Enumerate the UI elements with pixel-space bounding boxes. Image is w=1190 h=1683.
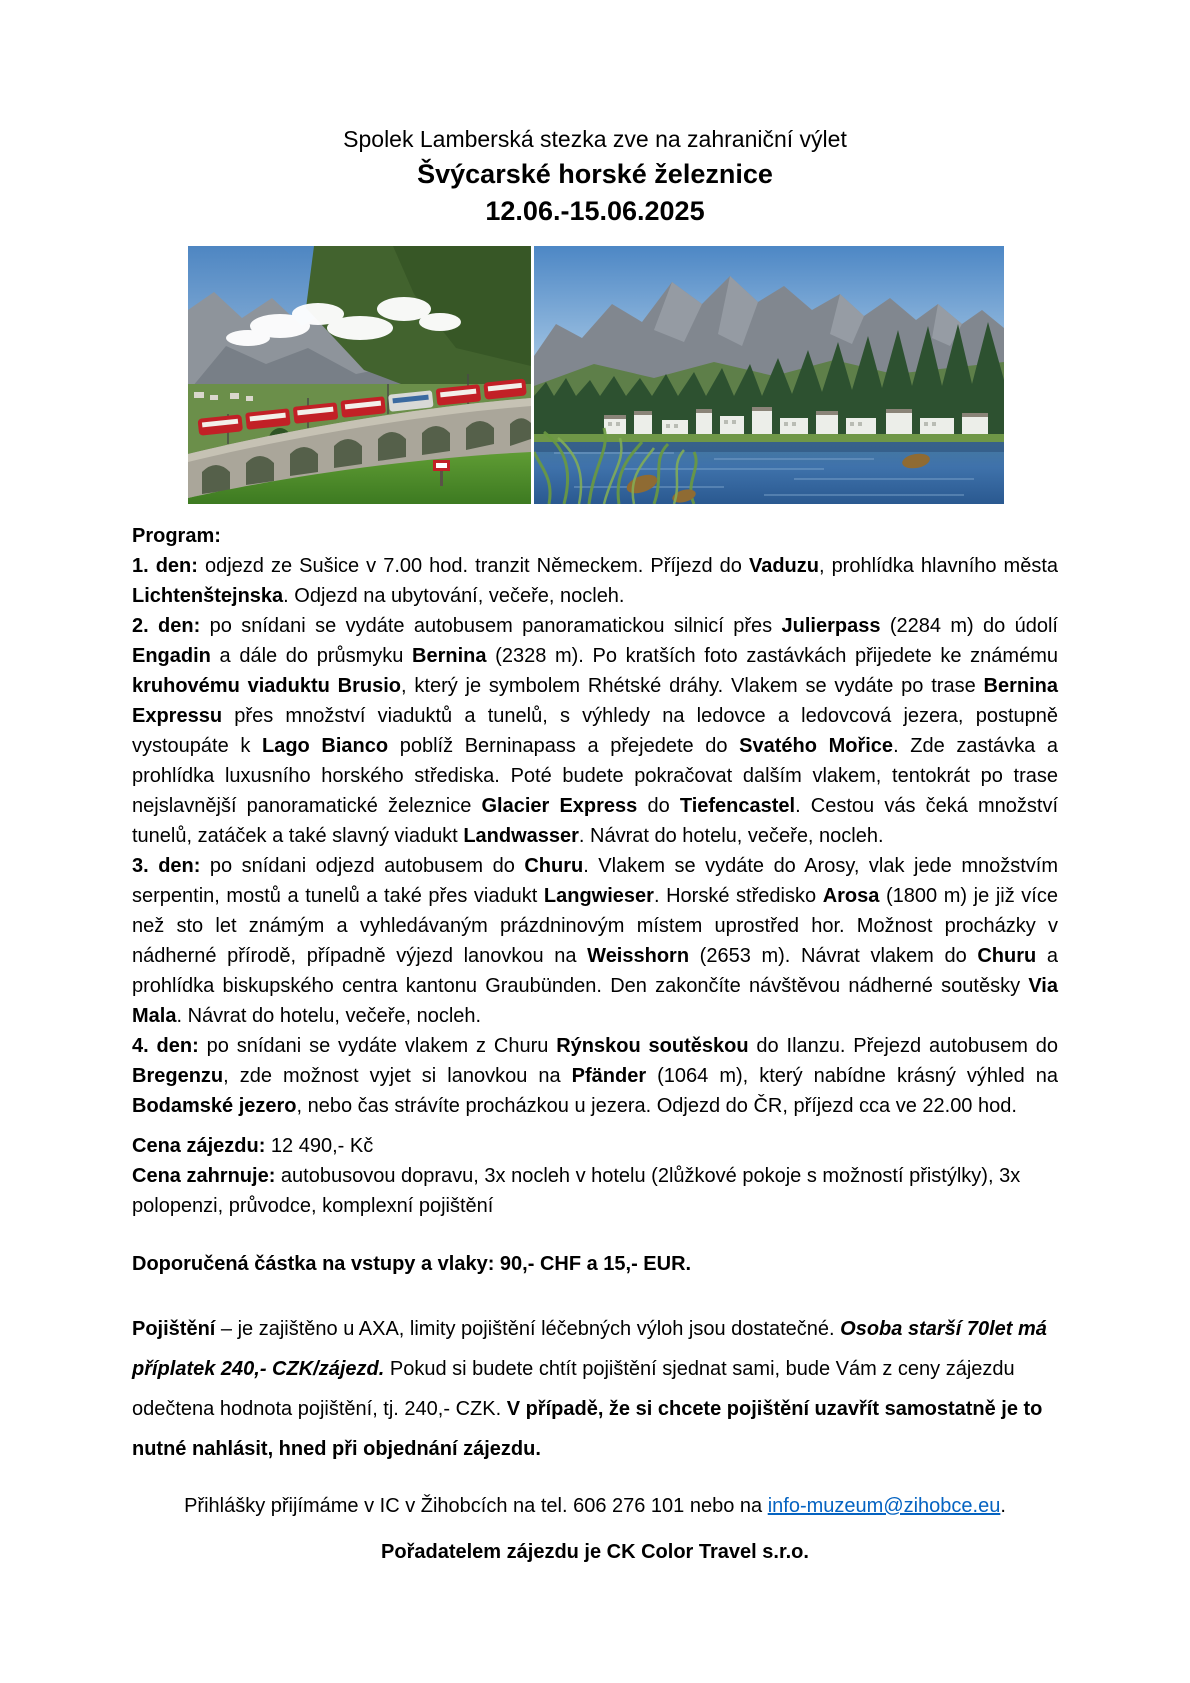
text-segment: autobusovou dopravu, 3x nocleh v hotelu (2lůžkové pokoje s možností přistýlky), 3x polopenzi, průvodce, komplexní pojištění [132,1165,1021,1217]
text-segment: Weisshorn [587,945,690,967]
text-segment: (1800 m) je již více než sto let známým a vyhledávaným prázdninovým místem uprostřed hor. Možnost procházky v nádherné přírodě, případně výjezd lanovkou na [132,885,1058,967]
text-segment: Glacier Express [481,795,638,817]
text-segment: V případě, že si chcete pojištění uzavřít samostatně je to nutné nahlásit, hned při objednání zájezdu. [132,1398,1043,1460]
text-segment: Bernina [412,645,487,667]
text-segment: . Vlakem se vydáte do Arosy, vlak jede množstvím serpentin, mostů a tunelů a také přes viadukt [132,855,1058,907]
text-segment: do [637,795,680,817]
text-segment: Přihlášky přijímáme v IC v Žihobcích na tel. 606 276 101 nebo na [184,1495,768,1517]
text-segment: odjezd ze Sušice v 7.00 hod. tranzit Německem. Příjezd do [197,555,749,577]
text-segment: . Zde zastávka a prohlídka luxusního horského střediska. Poté budete pokračovat dalším vlakem, tentokrát po trase nejslavnější panoramatické železnice [132,735,1059,817]
text-segment: Cena zahrnuje: [132,1165,276,1187]
text-segment: Langwieser [543,885,654,907]
text-segment: . Návrat do hotelu, večeře, nocleh. [176,1005,482,1027]
text-segment: a prohlídka biskupského centra kantonu Graubünden. Den zakončíte návštěvou nádherné soutěsky [132,945,1058,997]
date-range: 12.06.-15.06.2025 [485,196,705,226]
text-segment: Bodamské jezero [132,1095,297,1117]
text-segment: . Horské středisko [653,885,823,907]
text-segment: 2. den: [132,615,201,637]
document-body [132,521,1058,1567]
text-segment: Landwasser [463,825,579,847]
price-block [132,1131,1058,1221]
text-segment: Churu [977,945,1037,967]
invite-line: Spolek Lamberská stezka zve na zahraniční výlet [343,126,847,152]
insurance-paragraph [132,1309,1058,1469]
text-segment: Julierpass [781,615,881,637]
text-segment: Engadin [132,645,211,667]
text-segment: , prohlídka hlavního města [818,555,1058,577]
text-segment: Pojištění [132,1318,216,1340]
text-segment: poblíž Berninapass a přejedete do [388,735,740,757]
text-segment: a dále do průsmyku [210,645,413,667]
text-segment: Lago Bianco [261,735,389,757]
text-segment: , zde možnost vyjet si lanovkou na [223,1065,572,1087]
text-segment: Tiefencastel [679,795,796,817]
text-segment: . Návrat do hotelu, večeře, nocleh. [578,825,884,847]
text-segment: (2653 m). Návrat vlakem do [689,945,978,967]
text-segment: 4. den: [132,1035,199,1057]
recommended-line [132,1249,1058,1279]
text-segment: Rýnskou soutěskou [556,1035,749,1057]
text-segment: do Ilanzu. Přejezd autobusem do [748,1035,1059,1057]
contact-line [132,1491,1058,1521]
text-segment: Bregenzu [132,1065,224,1087]
photo-arosa-lake [534,246,1004,504]
program-section [132,521,1058,1121]
text-segment: Lichtenštejnska [132,585,284,607]
email-link[interactable]: info-muzeum@zihobce.eu [767,1495,1001,1517]
program-day-paragraph [132,851,1058,1031]
text-segment: Osoba starší 70let má příplatek 240,- CZK/zájezd. [132,1318,1047,1380]
text-segment: (1064 m), který nabídne krásný výhled na [646,1065,1058,1087]
text-segment: 12 490,- Kč [265,1135,374,1157]
text-segment: přes množství viaduktů a tunelů, s výhledy na ledovce a ledovcová jezera, postupně vystoupáte k [132,705,1058,757]
text-segment: po snídani se vydáte vlakem z Churu [198,1035,557,1057]
organizer-line: Pořadatelem zájezdu je CK Color Travel s.r.o. [381,1541,809,1563]
program-day-paragraph [132,1031,1058,1121]
page-title: Švýcarské horské železnice [417,159,773,189]
text-segment: 1. den: [132,555,198,577]
text-segment: (2284 m) do údolí [880,615,1058,637]
text-segment: Churu [524,855,584,877]
text-segment: Via Mala [132,975,1058,1027]
text-segment: po snídani odjezd autobusem do [200,855,525,877]
text-segment: Vaduzu [748,555,819,577]
text-segment: (2328 m). Po kratších foto zastávkách přijedete ke známému [486,645,1058,667]
program-days [132,551,1058,1121]
text-segment: – je zajištěno u AXA, limity pojištění léčebných výloh jsou dostatečné. [215,1318,841,1340]
text-segment: po snídani se vydáte autobusem panoramatickou silnicí přes [200,615,782,637]
text-segment: Cena zájezdu: [132,1135,266,1157]
text-segment: Pokud si budete chtít pojištění sjednat sami, bude Vám z ceny zájezdu odečtena hodnota pojištění, tj. 240,- CZK. [132,1358,1015,1420]
price-line [132,1131,1058,1161]
text-segment: Doporučená částka na vstupy a vlaky: 90,- CHF a 15,- EUR. [132,1253,692,1275]
includes-line [132,1161,1058,1221]
program-heading: Program: [132,525,221,547]
text-segment: , nebo čas strávíte procházkou u jezera. Odjezd do ČR, příjezd cca ve 22.00 hod. [296,1095,1017,1117]
text-segment: . Cestou vás čeká množství tunelů, zatáček a také slavný viadukt [132,795,1059,847]
title-block [0,0,1190,230]
text-segment: . [1000,1495,1006,1517]
text-segment: Svatého Mořice [739,735,894,757]
text-segment: Bernina Expressu [132,675,1058,727]
text-segment: kruhovému viaduktu Brusio [132,675,402,697]
text-segment: Arosa [822,885,880,907]
text-segment: 3. den: [132,855,201,877]
text-segment: . Odjezd na ubytování, večeře, nocleh. [283,585,625,607]
program-day-paragraph [132,551,1058,611]
text-segment: , který je symbolem Rhétské dráhy. Vlakem se vydáte po trase [401,675,984,697]
photo-row [188,246,1190,504]
photo-brusio-viaduct-train [188,246,531,504]
text-segment: Pfänder [571,1065,647,1087]
program-day-paragraph [132,611,1058,851]
